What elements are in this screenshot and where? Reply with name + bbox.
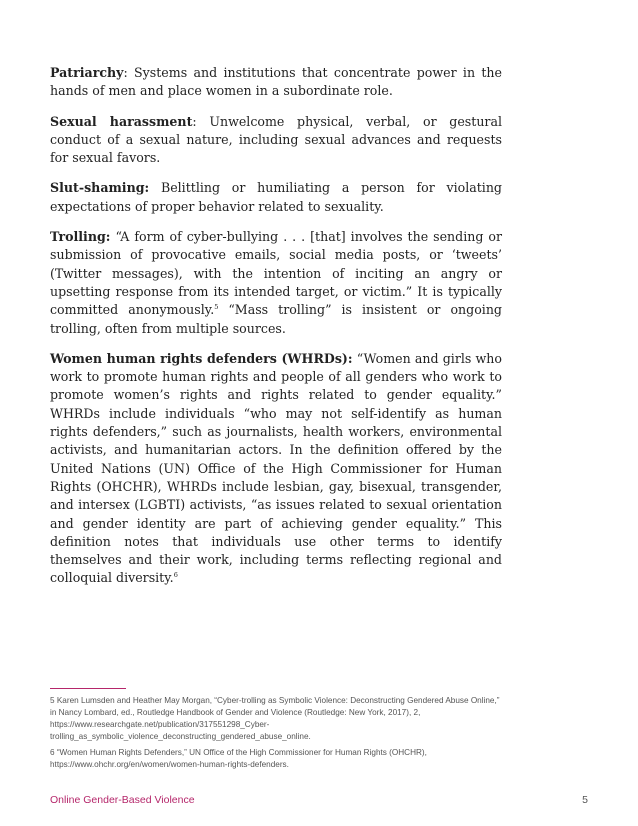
definition-text: Belittling or humiliating a person for violating expectations of proper behavior related to sexuality. — [50, 180, 502, 214]
footnote-divider — [50, 688, 126, 689]
footnote-ref: 5 — [214, 303, 219, 312]
page-number: 5 — [582, 794, 588, 806]
definition-term: Slut-shaming: — [50, 180, 150, 196]
footnote-ref: 6 — [173, 571, 178, 580]
definition-text: “A form of cyber-bullying . . . [that] involves the sending or submission of provocative emails, social media posts, or ‘tweets’ (Twitter messages), with the intention of inciting an angry or upsetting response from its intended target, or victim.” It is typically committed anonymously. — [50, 229, 502, 318]
footer-title: Online Gender-Based Violence — [50, 794, 195, 806]
definition-term: Women human rights defenders (WHRDs): — [50, 350, 353, 366]
definition-sexual-harassment — [50, 113, 502, 168]
footnote-5: 5 Karen Lumsden and Heather May Morgan, “Cyber-trolling as Symbolic Violence: Deconstructing Gendered Abuse Online,” in Nancy Lombard, ed., Routledge Handbook of Gender and Violence (Routledge: New York, 2017), 2, https://www.researchgate.net/publication/317551298_Cyber-trolling_as_symbolic_violence_deconstructing_gendered_abuse_online. — [50, 696, 500, 741]
definition-patriarchy — [50, 64, 502, 101]
definition-separator: : — [192, 113, 197, 129]
definition-text-continued: “Mass trolling” is insistent or ongoing trolling, often from multiple sources. — [50, 302, 502, 336]
definitions-list — [50, 64, 502, 600]
definition-text: “Women and girls who work to promote human rights and people of all genders who work to promote women’s rights and rights related to gender equality.” WHRDs include individuals “who may not self-identify as human rights defenders,” such as journalists, health workers, environmental activists, and humanitarian actors. In the definition offered by the United Nations (UN) Office of the High Commissioner for Human Rights (OHCHR), WHRDs include lesbian, gay, bisexual, transgender, and intersex (LGBTI) activists, “as issues related to sexual orientation and gender identity are part of achieving gender equality.” This definition notes that individuals use other terms to identify themselves and their work, including terms reflecting regional and colloquial diversity. — [50, 350, 502, 586]
definition-text: Unwelcome physical, verbal, or gestural conduct of a sexual nature, including sexual advances and requests for sexual favors. — [50, 113, 502, 166]
page-footer — [50, 794, 588, 806]
footnotes — [50, 688, 502, 775]
footnote-6: 6 “Women Human Rights Defenders,” UN Office of the High Commissioner for Human Rights (OHCHR), https://www.ohchr.org/en/women/women-human-rights-defenders. — [50, 748, 427, 769]
definition-term: Sexual harassment — [50, 113, 193, 129]
definition-trolling — [50, 228, 502, 338]
definition-text: Systems and institutions that concentrate power in the hands of men and place women in a subordinate role. — [50, 65, 502, 99]
definition-term: Patriarchy — [50, 65, 124, 80]
definition-whrds — [50, 350, 502, 588]
definition-slut-shaming — [50, 179, 502, 216]
definition-term: Trolling: — [50, 229, 111, 245]
definition-separator: : — [123, 65, 128, 80]
